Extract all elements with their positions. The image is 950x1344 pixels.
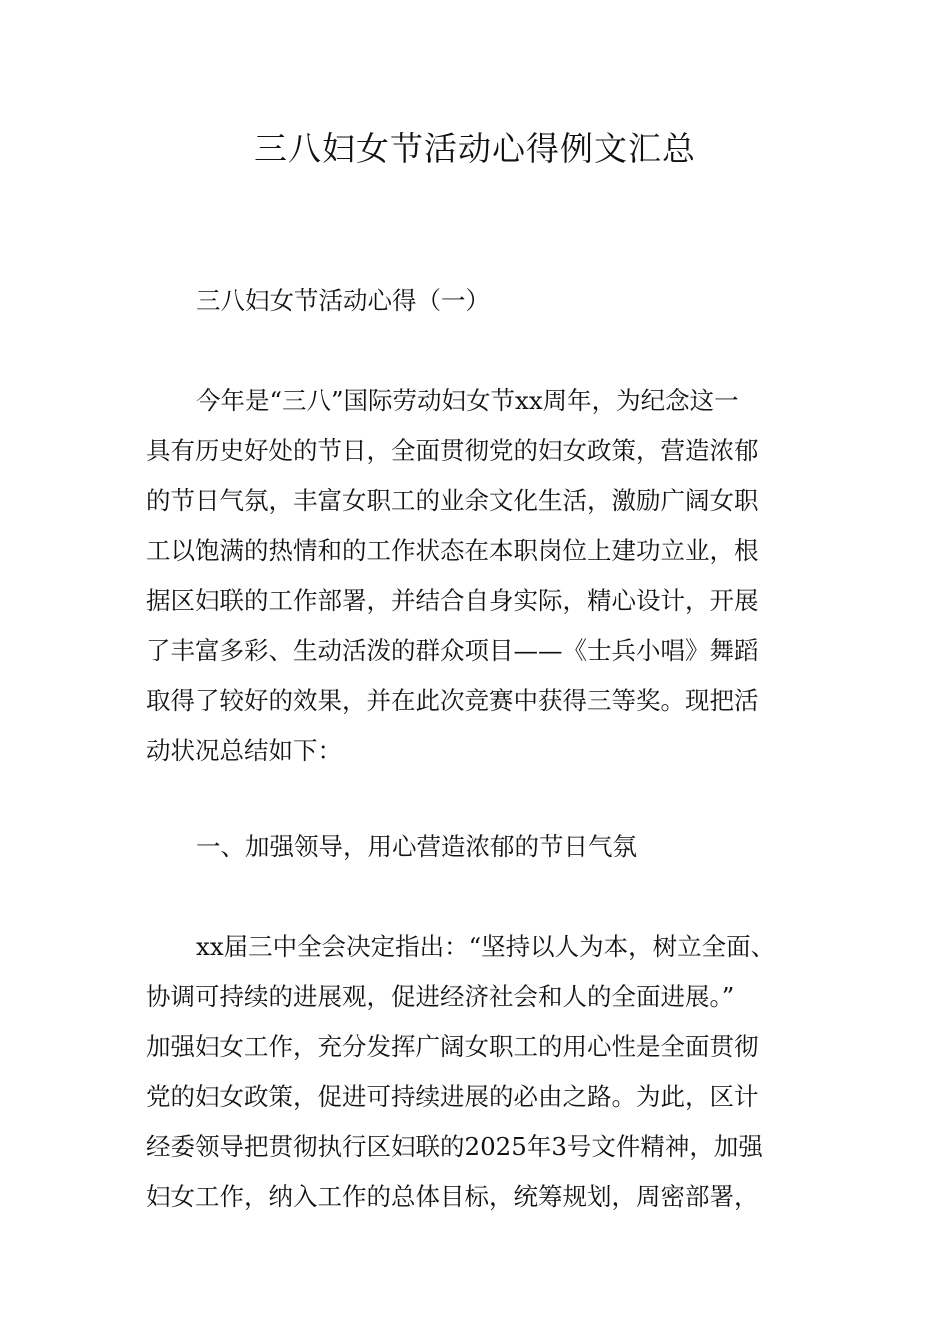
paragraph-1 xyxy=(146,376,826,776)
paragraph-line: 据区妇联的工作部署，并结合自身实际，精心设计，开展 xyxy=(146,586,759,615)
paragraph-line: 的节日气氛，丰富女职工的业余文化生活，激励广阔女职 xyxy=(146,486,759,515)
paragraph-2 xyxy=(146,922,826,1222)
paragraph-line: 了丰富多彩、生动活泼的群众项目——《士兵小唱》舞蹈 xyxy=(146,636,759,665)
paragraph-line: 工以饱满的热情和的工作状态在本职岗位上建功立业，根 xyxy=(146,536,759,565)
paragraph-line: 具有历史好处的节日，全面贯彻党的妇女政策，营造浓郁 xyxy=(146,436,759,465)
paragraph-line: 动状况总结如下： xyxy=(146,736,342,765)
paragraph-line: xx届三中全会决定指出：“坚持以人为本，树立全面、 xyxy=(196,932,776,961)
paragraph-line: 加强妇女工作，充分发挥广阔女职工的用心性是全面贯彻 xyxy=(146,1032,759,1061)
section-heading: 三八妇女节活动心得（一） xyxy=(196,286,490,315)
paragraph-line: 取得了较好的效果，并在此次竞赛中获得三等奖。现把活 xyxy=(146,686,759,715)
paragraph-line: 经委领导把贯彻执行区妇联的2025年3号文件精神，加强 xyxy=(146,1132,763,1161)
paragraph-line: 协调可持续的进展观，促进经济社会和人的全面进展。” xyxy=(146,982,735,1011)
document-title: 三八妇女节活动心得例文汇总 xyxy=(254,129,696,168)
subheading-1: 一、加强领导，用心营造浓郁的节日气氛 xyxy=(196,832,637,861)
paragraph-line: 妇女工作，纳入工作的总体目标，统筹规划，周密部署， xyxy=(146,1182,759,1211)
paragraph-line: 党的妇女政策，促进可持续进展的必由之路。为此，区计 xyxy=(146,1082,759,1111)
paragraph-line: 今年是“三八”国际劳动妇女节xx周年，为纪念这一 xyxy=(196,386,739,415)
